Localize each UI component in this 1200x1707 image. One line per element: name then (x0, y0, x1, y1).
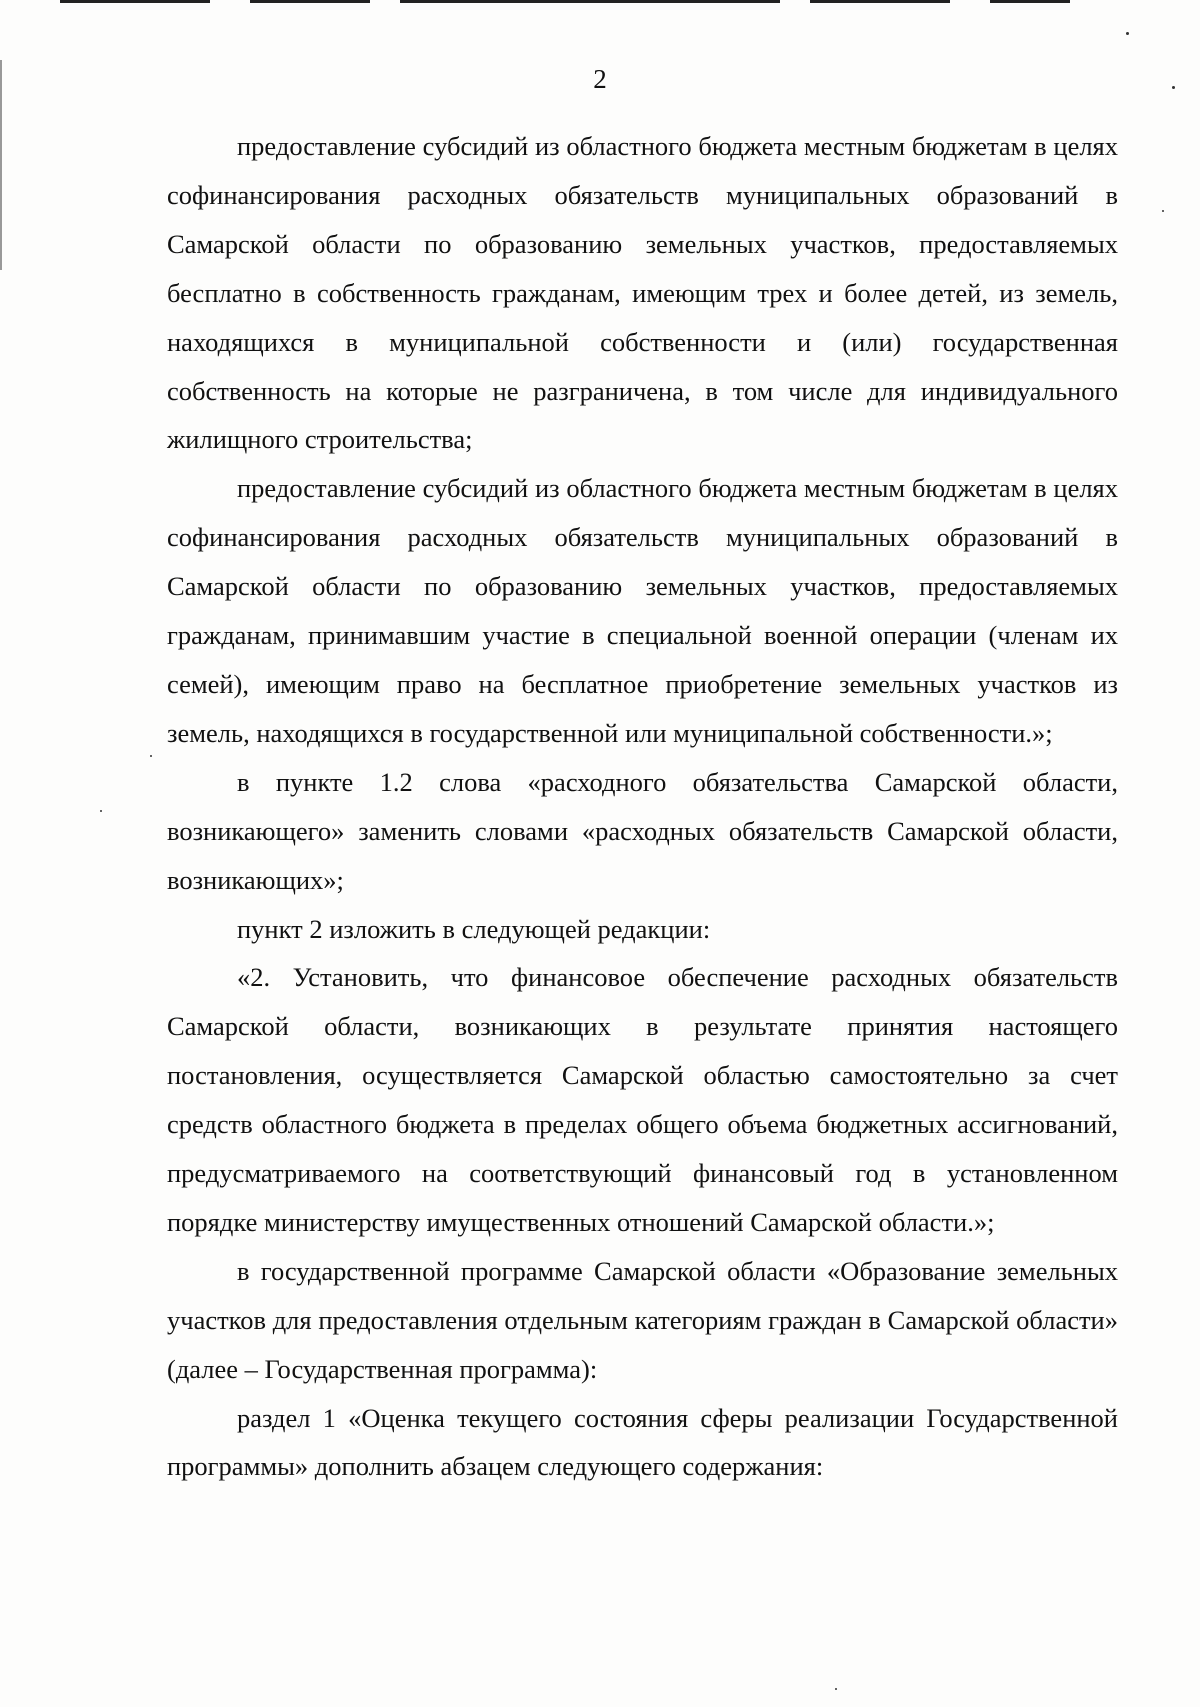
scan-speck (835, 1688, 837, 1690)
page-number: 2 (593, 64, 607, 94)
scan-edge-mark (250, 0, 370, 3)
paragraph-subsidy-svo-participants: предоставление субсидий из областного бюджета местным бюджетам в целях софинансирования расходных обязательств муниципальных образований в Самарской области по образованию земельных участков, предоставляемых гражданам, принимавшим участие в специальной военной операции (членам их семей), имеющим право на бесплатное приобретение земельных участков из земель, находящихся в государственной или муниципальной собственности.»; (167, 473, 1118, 748)
scan-edge-mark (400, 0, 780, 3)
scan-speck (1162, 210, 1164, 212)
scan-edge-mark (60, 0, 210, 3)
document-body (167, 122, 1118, 1491)
paragraph-state-program: в государственной программе Самарской области «Образование земельных участков для предоставления отдельным категориям граждан в Самарской области» (далее – Государственная программа): (167, 1255, 1118, 1384)
scan-speck (100, 810, 102, 812)
paragraph-point-1-2: в пункте 1.2 слова «расходного обязательства Самарской области, возникающего» заменить словами «расходных обязательств Самарской области, возникающих»; (167, 766, 1118, 895)
scan-speck (150, 755, 152, 757)
paragraph-point-2-text: «2. Установить, что финансовое обеспечение расходных обязательств Самарской области, возникающих в результате принятия настоящего постановления, осуществляется Самарской областью самостоятельно за счет средств областного бюджета в пределах общего объема бюджетных ассигнований, предусматриваемого на соответствующий финансовый год в установленном порядке министерству имущественных отношений Самарской области.»; (167, 962, 1118, 1237)
paragraph-subsidy-large-families: предоставление субсидий из областного бюджета местным бюджетам в целях софинансирования расходных обязательств муниципальных образований в Самарской области по образованию земельных участков, предоставляемых бесплатно в собственность гражданам, имеющим трех и более детей, из земель, находящихся в муниципальной собственности и (или) государственная собственность на которые не разграничена, в том числе для индивидуального жилищного строительства; (167, 131, 1118, 455)
paragraph-point-2-intro: пункт 2 изложить в следующей редакции: (237, 913, 711, 944)
scan-speck (1126, 32, 1129, 35)
scan-edge-mark (810, 0, 950, 3)
scan-edge-mark (990, 0, 1070, 3)
paragraph-section-1: раздел 1 «Оценка текущего состояния сферы реализации Государственной программы» дополнить абзацем следующего содержания: (167, 1402, 1118, 1482)
